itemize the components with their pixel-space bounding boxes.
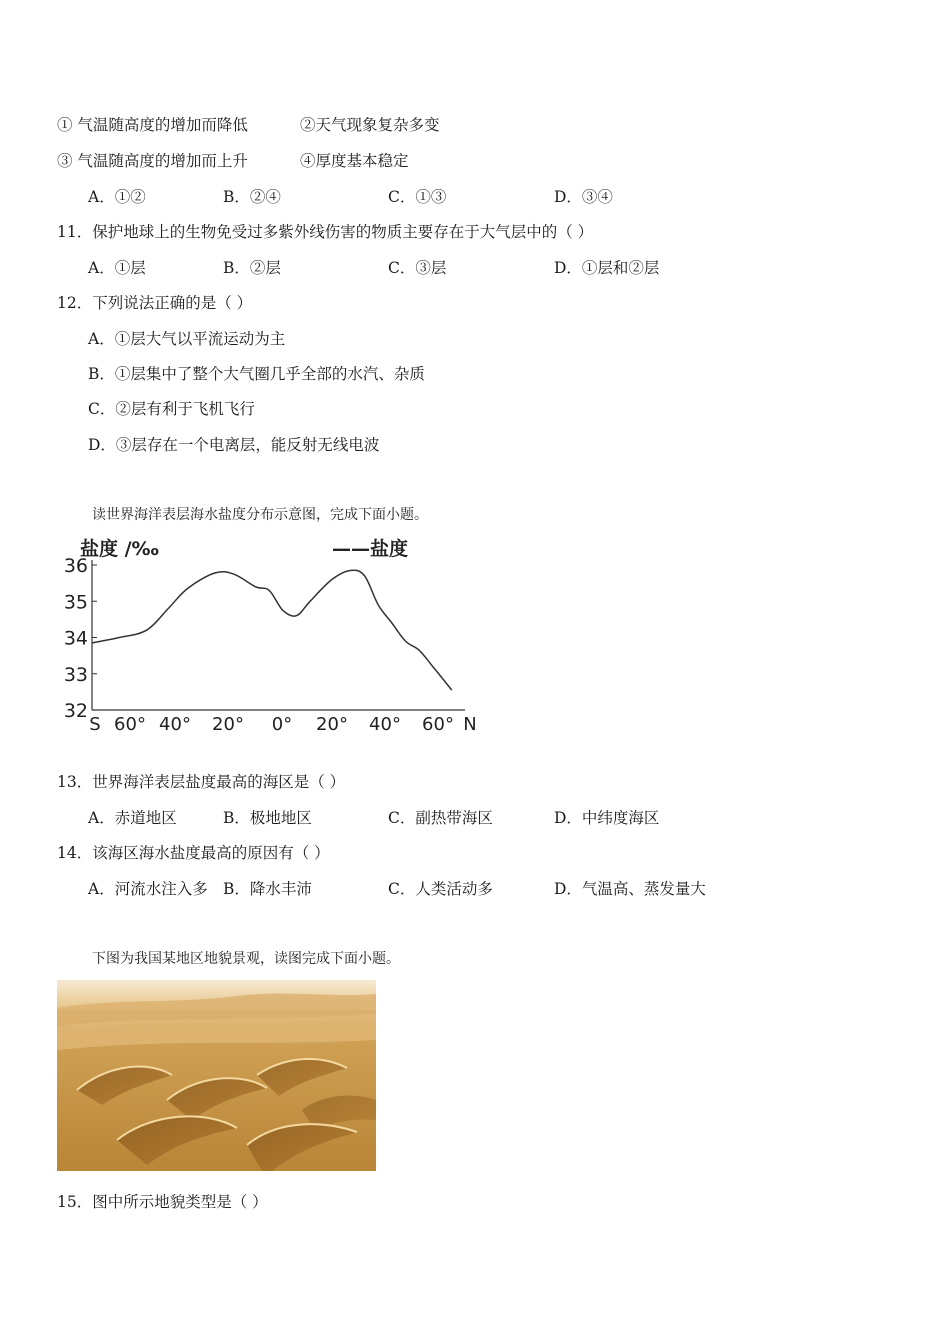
q13-choice-b[interactable]: B．极地地区 (223, 809, 312, 827)
q12-choice-a[interactable]: A．①层大气以平流运动为主 (88, 330, 286, 348)
q12-choice-c[interactable]: C．②层有利于飞机飞行 (88, 400, 255, 418)
x-tick-label: 40° (369, 714, 401, 735)
statement-3: ③ 气温随高度的增加而上升 (57, 152, 248, 170)
salinity-chart (60, 530, 490, 745)
y-tick-label: 34 (63, 627, 88, 650)
x-tick-label: 40° (159, 714, 191, 735)
y-tick-label: 35 (63, 591, 88, 614)
q11-choice-a[interactable]: A．①层 (88, 259, 146, 277)
question-15: 15．图中所示地貌类型是（ ） (57, 1193, 268, 1211)
chart-ylabel: 盐度 /‰ (80, 538, 159, 560)
question-11: 11．保护地球上的生物免受过多紫外线伤害的物质主要存在于大气层中的（ ） (57, 223, 594, 241)
x-tick-label: S (89, 714, 101, 735)
prev-choice-b[interactable]: B．②④ (223, 188, 281, 206)
statement-1: ① 气温随高度的增加而降低 (57, 116, 248, 134)
q11-choice-b[interactable]: B．②层 (223, 259, 281, 277)
desert-dunes-photo (57, 980, 376, 1171)
q14-choice-a[interactable]: A．河流水注入多 (88, 880, 208, 898)
q12-choice-d[interactable]: D．③层存在一个电离层，能反射无线电波 (88, 436, 380, 454)
q11-choice-c[interactable]: C．③层 (388, 259, 447, 277)
question-13: 13．世界海洋表层盐度最高的海区是（ ） (57, 773, 346, 791)
q11-choice-d[interactable]: D．①层和②层 (554, 259, 660, 277)
salinity-line (92, 570, 452, 690)
question-14: 14．该海区海水盐度最高的原因有（ ） (57, 844, 330, 862)
statement-2: ②天气现象复杂多变 (300, 116, 440, 134)
q14-choice-c[interactable]: C．人类活动多 (388, 880, 493, 898)
x-tick-label: N (463, 714, 477, 735)
y-tick-label: 33 (63, 663, 88, 686)
chart-x-ticks (89, 714, 476, 735)
question-12: 12．下列说法正确的是（ ） (57, 294, 253, 312)
chart-legend: ——盐度 (332, 538, 409, 560)
x-tick-label: 60° (114, 714, 146, 735)
q12-choice-b[interactable]: B．①层集中了整个大气圈几乎全部的水汽、杂质 (88, 365, 425, 383)
y-tick-label: 36 (63, 555, 88, 577)
prev-choice-c[interactable]: C．①③ (388, 188, 447, 206)
x-tick-label: 0° (271, 714, 293, 735)
q14-choice-d[interactable]: D．气温高、蒸发量大 (554, 880, 706, 898)
q13-choice-d[interactable]: D．中纬度海区 (554, 809, 660, 827)
q14-choice-b[interactable]: B．降水丰沛 (223, 880, 312, 898)
landform-intro: 下图为我国某地区地貌景观，读图完成下面小题。 (92, 951, 400, 967)
q13-choice-c[interactable]: C．副热带海区 (388, 809, 493, 827)
prev-choice-a[interactable]: A．①② (88, 188, 146, 206)
x-tick-label: 20° (316, 714, 348, 735)
y-tick-label: 32 (63, 700, 88, 722)
chart-axes (92, 560, 465, 710)
prev-choice-d[interactable]: D．③④ (554, 188, 613, 206)
statement-4: ④厚度基本稳定 (300, 152, 409, 170)
salinity-intro: 读世界海洋表层海水盐度分布示意图，完成下面小题。 (92, 507, 428, 523)
x-tick-label: 60° (422, 714, 454, 735)
x-tick-label: 20° (212, 714, 244, 735)
q13-choice-a[interactable]: A．赤道地区 (88, 809, 177, 827)
